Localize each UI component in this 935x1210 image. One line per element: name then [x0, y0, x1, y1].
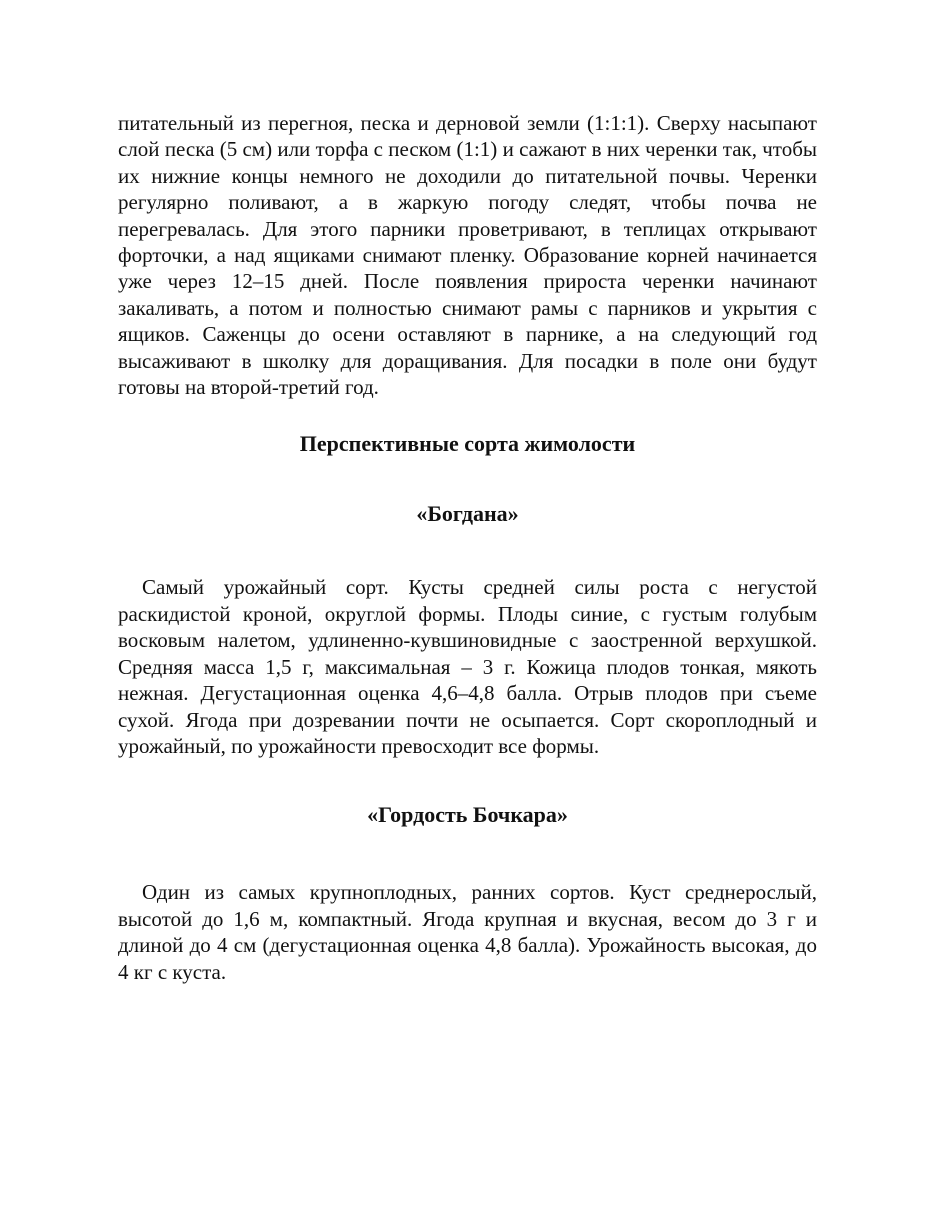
- variety-description: Один из самых крупноплодных, ранних сортов. Куст среднерослый, высотой до 1,6 м, компактный. Ягода крупная и вкусная, весом до 3 г и длиной до 4 см (дегустационная оценка 4,8 балла). Урожайность высокая, до 4 кг с куста.: [118, 880, 817, 984]
- section-title: Перспективные сорта жимолости: [299, 431, 636, 457]
- variety-title: «Богдана»: [416, 501, 519, 527]
- intro-paragraph: питательный из перегноя, песка и дерновой земли (1:1:1). Сверху насыпают слой песка (5 см) или торфа с песком (1:1) и сажают в них черенки так, чтобы их нижние концы немного не доходили до питательной почвы. Черенки регулярно поливают, а в жаркую погоду следят, чтобы почва не перегревалась. Для этого парники проветривают, в теплицах открывают форточки, а над ящиками снимают пленку. Образование корней начинается уже через 12–15 дней. После появления прироста черенки начинают закаливать, а потом и полностью снимают рамы с парников и укрытия с ящиков. Саженцы до осени оставляют в парнике, а на следующий год высаживают в школку для доращивания. Для посадки в поле они будут готовы на второй-третий год.: [118, 111, 817, 400]
- document-page: [118, 110, 817, 985]
- variety-title: «Гордость Бочкара»: [367, 802, 568, 828]
- variety-description: Самый урожайный сорт. Кусты средней силы роста с негустой раскидистой кроной, округлой формы. Плоды синие, с густым голубым восковым налетом, удлиненно-кувшиновидные с заостренной верхушкой. Средняя масса 1,5 г, максимальная – 3 г. Кожица плодов тонкая, мякоть нежная. Дегустационная оценка 4,6–4,8 балла. Отрыв плодов при съеме сухой. Ягода при дозревании почти не осыпается. Сорт скороплодный и урожайный, по урожайности превосходит все формы.: [118, 575, 817, 758]
